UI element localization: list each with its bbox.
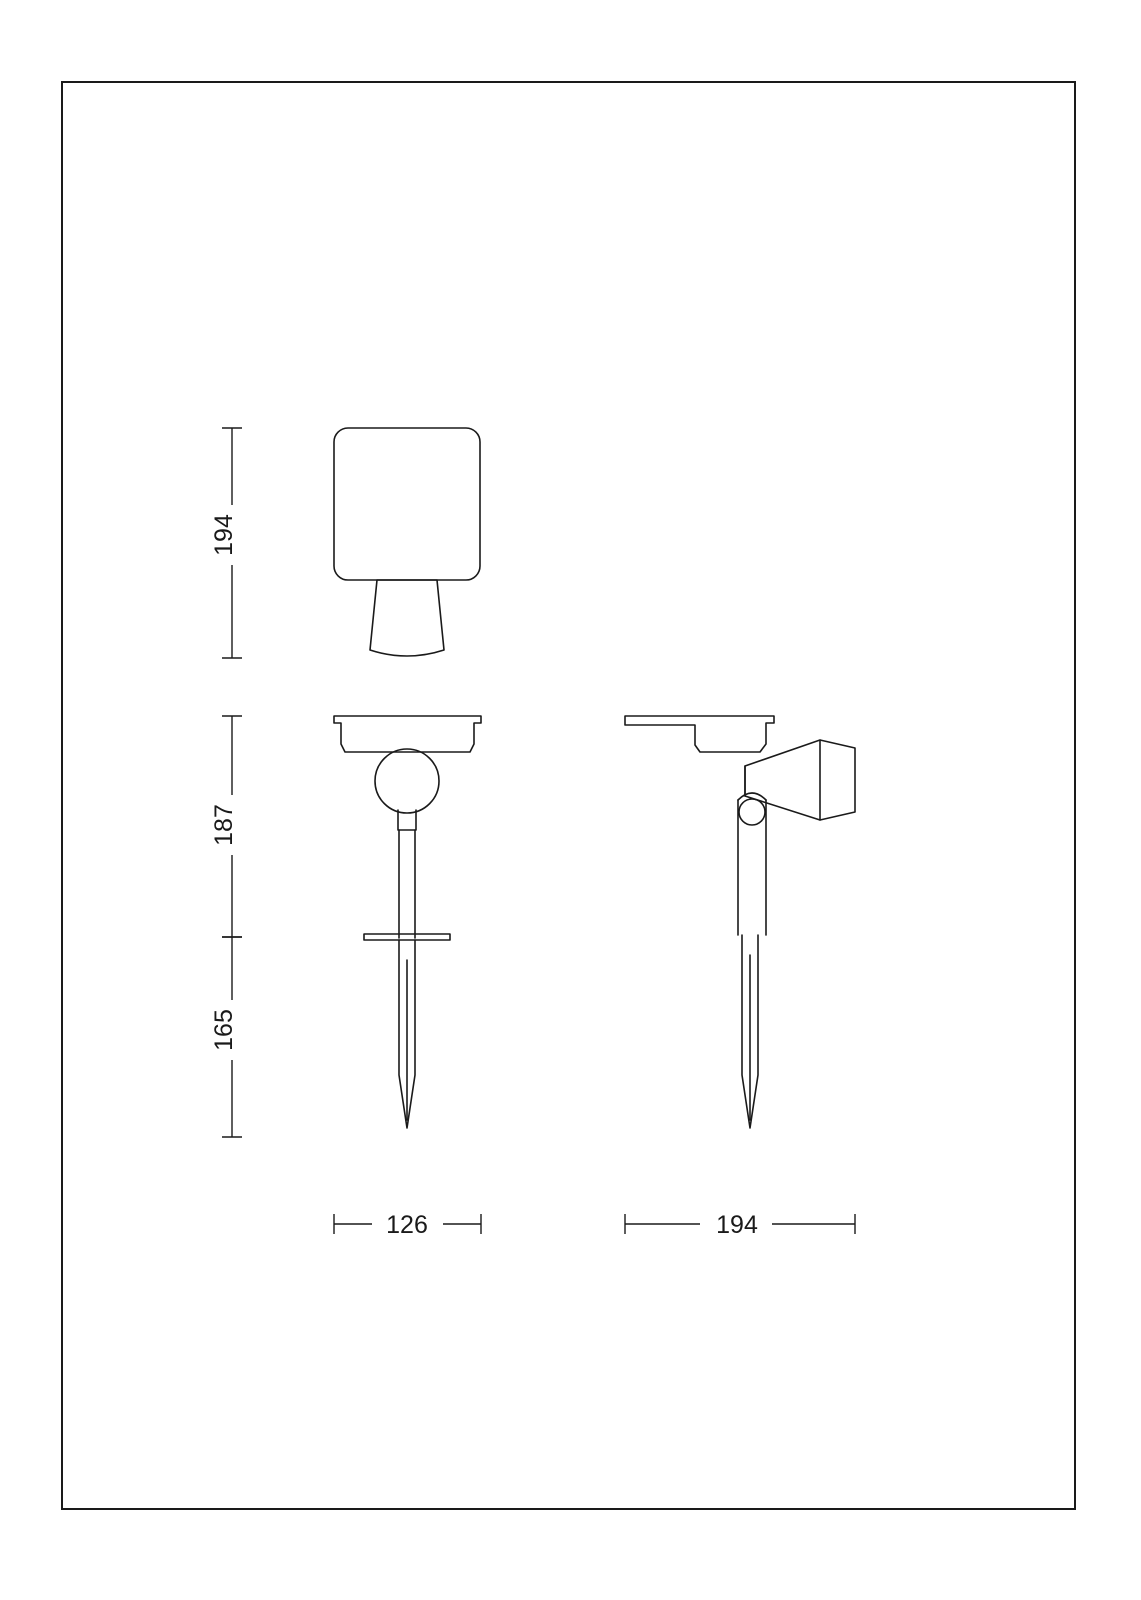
dimension-label-head-height: 187 <box>210 804 238 846</box>
dimension-label-front-width: 126 <box>386 1211 428 1239</box>
dimension-label-spike-height: 165 <box>210 1009 238 1051</box>
dimension-label-side-width: 194 <box>716 1211 758 1239</box>
dimension-label-top-view-height: 194 <box>210 514 238 556</box>
